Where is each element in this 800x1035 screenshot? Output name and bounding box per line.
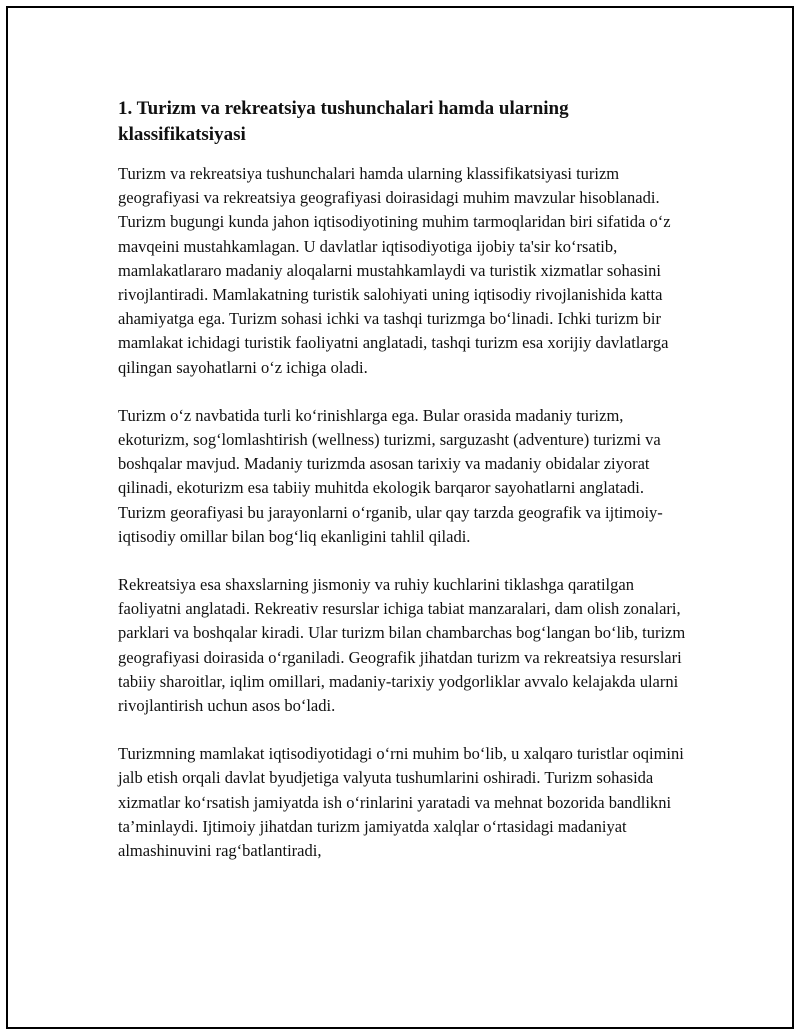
paragraph-economy: Turizmning mamlakat iqtisodiyotidagi o‘rni muhim bo‘lib, u xalqaro turistlar oqimini jalb etish orqali davlat byudjetiga valyuta tushumlarini oshiradi. Turizm sohasida xizmatlar ko‘rsatish jamiyatda ish o‘rinlarini yaratadi va mehnat bozorida bandlikni ta’minlaydi. Ijtimoiy jihatdan turizm jamiyatda xalqlar o‘rtasidagi madaniyat almashinuvini rag‘batlantiradi, — [118, 744, 684, 861]
paragraph-tourism-types: Turizm o‘z navbatida turli ko‘rinishlarga ega. Bular orasida madaniy turizm, ekoturizm, sog‘lomlashtirish (wellness) turizmi, sarguzasht (adventure) turizmi va boshqalar mavjud. Madaniy turizmda asosan tarixiy va madaniy obidalar ziyorat qilinadi, ekoturizm esa tabiiy muhitda ekologik barqaror sayohatlarni anglatadi. Turizm georafiyasi bu jarayonlarni o‘rganib, ular qay tarzda geografik va ijtimoiy-iqtisodiy omillar bilan bog‘liq ekanligini tahlil qiladi. — [118, 405, 663, 546]
paragraph-intro: Turizm va rekreatsiya tushunchalari hamda ularning klassifikatsiyasi turizm geografiyasi va rekreatsiya geografiyasi doirasidagi muhim mavzular hisoblanadi. Turizm bugungi kunda jahon iqtisodiyotining muhim tarmoqlaridan biri sifatida o‘z mavqeini mustahkamlagan. U davlatlar iqtisodiyotiga ijobiy ta'sir ko‘rsatib, mamlakatlararo madaniy aloqalarni mustahkamlaydi va turistik xizmatlar sohasini rivojlantiradi. Mamlakatning turistik salohiyati uning iqtisodiy rivojlanishida katta ahamiyatga ega. Turizm sohasi ichki va tashqi turizmga bo‘linadi. Ichki turizm bir mamlakat ichidagi turistik faoliyatni anglatadi, tashqi turizm esa xorijiy davlatlarga qilingan sayohatlarni o‘z ichiga oladi. — [118, 164, 671, 377]
paragraph-recreation: Rekreatsiya esa shaxslarning jismoniy va ruhiy kuchlarini tiklashga qaratilgan faoliyatni anglatadi. Rekreativ resurslar ichiga tabiat manzaralari, dam olish zonalari, parklari va boshqalar kiradi. Ular turizm bilan chambarchas bog‘langan bo‘lib, turizm geografiyasi doirasida o‘rganiladi. Geografik jihatdan turizm va rekreatsiya resurslari tabiiy sharoitlar, iqlim omillari, madaniy-tarixiy yodgorliklar avvalo kelajakda ularni rivojlantirish uchun asos bo‘ladi. — [118, 575, 686, 716]
document-body — [118, 96, 688, 887]
section-heading: 1. Turizm va rekreatsiya tushunchalari hamda ularning klassifikatsiyasi — [118, 98, 569, 145]
